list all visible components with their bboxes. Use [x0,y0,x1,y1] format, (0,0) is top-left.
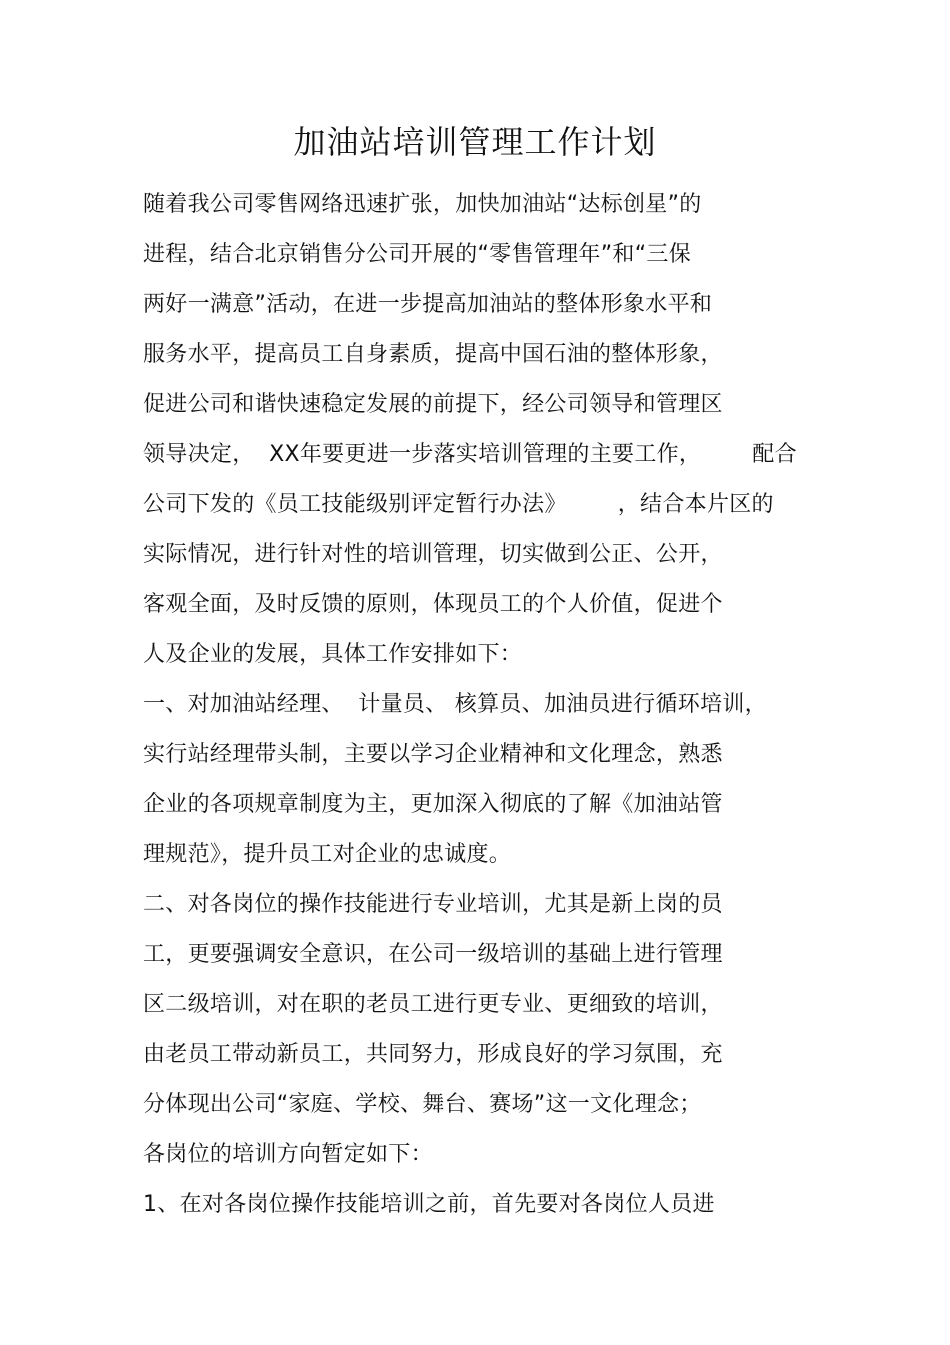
body-line: 1、在对各岗位操作技能培训之前，首先要对各岗位人员进 [143,1192,715,1217]
body-line: 二、对各岗位的操作技能进行专业培训，尤其是新上岗的员 [143,892,723,917]
body-line: 客观全面，及时反馈的原则，体现员工的个人价值，促进个 [143,592,723,617]
body-line: 实际情况，进行针对性的培训管理，切实做到公正、公开， [143,542,723,567]
body-line: 进程，结合北京销售分公司开展的“零售管理年”和“三保 [143,242,691,267]
body-line: 由老员工带动新员工，共同努力，形成良好的学习氛围，充 [143,1042,723,1067]
body-line: 促进公司和谐快速稳定发展的前提下，经公司领导和管理区 [143,392,723,417]
body-line: 公司下发的《员工技能级别评定暂行办法》 ，结合本片区的 [143,492,774,517]
body-line: 人及企业的发展，具体工作安排如下： [143,642,523,667]
body-line: 分体现出公司“家庭、学校、舞台、赛场”这一文化理念； [143,1092,702,1117]
body-line: 各岗位的培训方向暂定如下： [143,1142,433,1167]
body-line: 区二级培训，对在职的老员工进行更专业、更细致的培训， [143,992,723,1017]
body-line: 两好一满意”活动，在进一步提高加油站的整体形象水平和 [143,292,713,317]
body-line: 实行站经理带头制，主要以学习企业精神和文化理念，熟悉 [143,742,723,767]
body-line: 工，更要强调安全意识，在公司一级培训的基础上进行管理 [143,942,723,967]
body-line: 企业的各项规章制度为主，更加深入彻底的了解《加油站管 [143,792,723,817]
body-line: 领导决定， XX年要更进一步落实培训管理的主要工作， 配合 [143,442,797,467]
body-line: 随着我公司零售网络迅速扩张，加快加油站“达标创星”的 [143,192,702,217]
document-title: 加油站培训管理工作计划 [293,123,657,161]
body-line: 一、对加油站经理、 计量员、 核算员、加油员进行循环培训， [143,692,767,717]
body-line: 理规范》，提升员工对企业的忠诚度。 [143,842,512,867]
body-line: 服务水平，提高员工自身素质，提高中国石油的整体形象， [143,342,723,367]
